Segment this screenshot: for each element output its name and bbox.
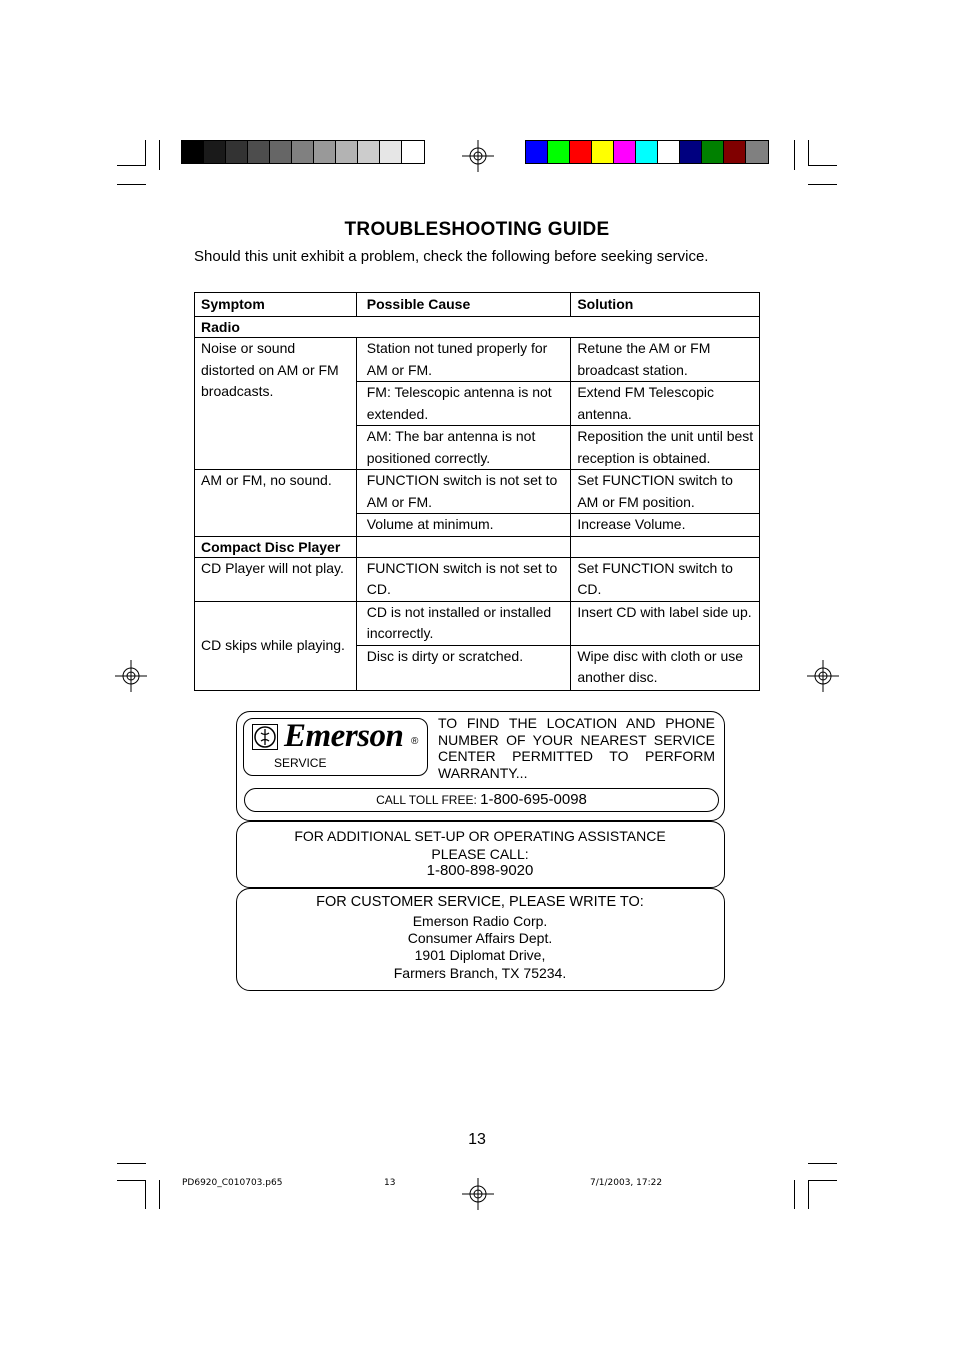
color-swatch [724, 141, 746, 163]
table-row [195, 338, 760, 382]
empty-cell [356, 536, 571, 557]
cause-cell: Volume at minimum. [356, 514, 571, 537]
crop-mark [808, 184, 837, 185]
color-swatch [182, 141, 204, 163]
crop-mark [808, 1180, 837, 1181]
color-bar [525, 140, 769, 164]
symptom-cell: Noise or sound distorted on AM or FM broadcasts. [195, 338, 357, 470]
cause-cell: FUNCTION switch is not set to AM or FM. [356, 470, 571, 514]
color-swatch [680, 141, 702, 163]
intro-text: Should this unit exhibit a problem, check the following before seeking service. [194, 248, 709, 265]
toll-free-label: CALL TOLL FREE: [376, 793, 477, 807]
section-row-radio [195, 317, 760, 338]
section-label-radio: Radio [195, 317, 760, 338]
emerson-logo-text: Emerson [284, 718, 404, 754]
color-swatch [570, 141, 592, 163]
page-title: TROUBLESHOOTING GUIDE [344, 219, 610, 240]
cause-cell: FUNCTION switch is not set to CD. [356, 557, 571, 601]
address-line: Farmers Branch, TX 75234. [393, 965, 567, 981]
address-line: 1901 Diplomat Drive, [414, 947, 546, 963]
color-swatch [248, 141, 270, 163]
registration-mark-icon [807, 660, 839, 692]
toll-free-number: 1-800-695-0098 [480, 791, 587, 808]
color-swatch [702, 141, 724, 163]
registered-mark: ® [411, 736, 419, 747]
color-swatch [204, 141, 226, 163]
cause-cell: AM: The bar antenna is not positioned correctly. [356, 426, 571, 470]
crop-mark [117, 184, 146, 185]
color-swatch [292, 141, 314, 163]
crop-mark [117, 1163, 146, 1164]
color-swatch [314, 141, 336, 163]
assistance-phone: 1-800-898-9020 [426, 862, 534, 879]
registration-mark-icon [115, 660, 147, 692]
solution-cell: Wipe disc with cloth or use another disc. [571, 645, 760, 690]
color-swatch [526, 141, 548, 163]
color-swatch [636, 141, 658, 163]
troubleshooting-table [194, 292, 760, 691]
header-cause: Possible Cause [356, 293, 571, 317]
crop-mark [794, 1180, 795, 1209]
emerson-logo-box [243, 718, 428, 776]
crop-mark [117, 165, 146, 166]
color-swatch [548, 141, 570, 163]
solution-cell: Retune the AM or FM broadcast station. [571, 338, 760, 382]
solution-cell: Insert CD with label side up. [571, 601, 760, 645]
cause-cell: Disc is dirty or scratched. [356, 645, 571, 690]
grayscale-bar [181, 140, 425, 164]
footer-page: 13 [384, 1178, 396, 1188]
symptom-cell: CD Player will not play. [195, 557, 357, 601]
registration-mark-icon [462, 140, 494, 172]
symptom-cell: AM or FM, no sound. [195, 470, 357, 537]
color-swatch [380, 141, 402, 163]
color-swatch [270, 141, 292, 163]
symptom-cell: CD skips while playing. [195, 601, 357, 690]
solution-cell: Reposition the unit until best reception is obtained. [571, 426, 760, 470]
assistance-line1: FOR ADDITIONAL SET-UP OR OPERATING ASSISTANCE [294, 828, 666, 844]
customer-service-heading: FOR CUSTOMER SERVICE, PLEASE WRITE TO: [316, 894, 644, 910]
cause-cell: Station not tuned properly for AM or FM. [356, 338, 571, 382]
service-caption: SERVICE [274, 756, 327, 770]
header-solution: Solution [571, 293, 760, 317]
color-swatch [658, 141, 680, 163]
service-locator-line: TO FIND THE LOCATION AND PHONE [438, 715, 715, 731]
color-swatch [336, 141, 358, 163]
page-number: 13 [468, 1131, 486, 1148]
cause-cell: CD is not installed or installed incorrectly. [356, 601, 571, 645]
crop-mark [159, 1180, 160, 1209]
assistance-line2: PLEASE CALL: [431, 846, 529, 862]
cause-cell: FM: Telescopic antenna is not extended. [356, 382, 571, 426]
crop-mark [808, 1163, 837, 1164]
empty-cell [571, 536, 760, 557]
solution-cell: Extend FM Telescopic antenna. [571, 382, 760, 426]
color-swatch [614, 141, 636, 163]
solution-cell: Set FUNCTION switch to CD. [571, 557, 760, 601]
footer-filename: PD6920_C010703.p65 [182, 1178, 283, 1188]
section-row-cd [195, 536, 760, 557]
footer-date: 7/1/2003, 17:22 [590, 1178, 663, 1188]
address-line: Emerson Radio Corp. [412, 913, 548, 929]
crop-mark [808, 165, 837, 166]
crop-mark [159, 140, 160, 170]
color-swatch [358, 141, 380, 163]
table-row [195, 470, 760, 514]
service-locator-line: CENTER PERMITTED TO PERFORM [438, 748, 715, 764]
crop-mark [808, 1180, 809, 1209]
address-line: Consumer Affairs Dept. [407, 930, 553, 946]
crop-mark [145, 140, 146, 166]
header-symptom: Symptom [195, 293, 357, 317]
color-swatch [402, 141, 424, 163]
service-locator-line: NUMBER OF YOUR NEAREST SERVICE [438, 731, 715, 748]
crop-mark [794, 140, 795, 170]
solution-cell: Set FUNCTION switch to AM or FM position. [571, 470, 760, 514]
color-swatch [746, 141, 768, 163]
table-row [195, 601, 760, 645]
table-row [195, 557, 760, 601]
toll-free-bar [244, 788, 719, 812]
crop-mark [145, 1180, 146, 1209]
section-label-cd: Compact Disc Player [195, 536, 357, 557]
table-header-row [195, 293, 760, 317]
emerson-emblem-icon [252, 724, 278, 750]
service-locator-text [438, 715, 715, 781]
color-swatch [592, 141, 614, 163]
solution-cell: Increase Volume. [571, 514, 760, 537]
crop-mark [117, 1180, 146, 1181]
service-locator-line: WARRANTY... [438, 764, 528, 781]
crop-mark [808, 140, 809, 166]
color-swatch [226, 141, 248, 163]
registration-mark-icon [462, 1178, 494, 1210]
